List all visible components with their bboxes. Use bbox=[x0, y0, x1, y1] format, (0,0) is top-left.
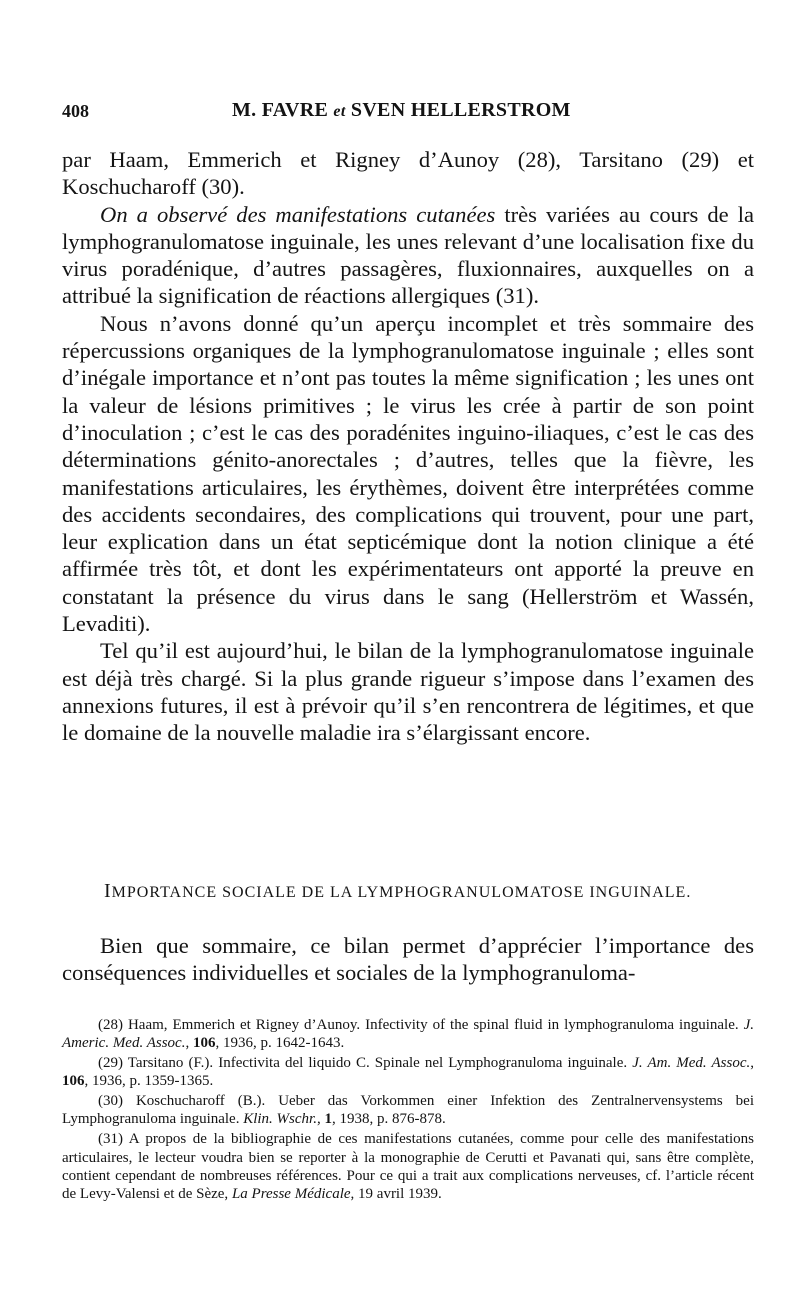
paragraph-2 bbox=[62, 201, 754, 310]
footnote-29: (29) Tarsitano (F.). Infectivita del liquido C. Spinale nel Lymphogranuloma inguinale. J. Am. Med. Assoc., 106, 1936, p. 1359-1365. bbox=[62, 1055, 755, 1090]
footnote-29-journal: J. Am. Med. Assoc. bbox=[632, 1055, 751, 1072]
footnote-28-text: (28) Haam, Emmerich et Rigney d’Aunoy. Infectivity of the spinal fluid in lymphogranuloma inguinale. bbox=[98, 1017, 739, 1033]
footnote-29-text: (29) Tarsitano (F.). Infectivita del liquido C. Spinale nel Lymphogranuloma inguinale. bbox=[98, 1055, 628, 1072]
body-text bbox=[62, 146, 754, 747]
footnote-30: (30) Koschucharoff (B.). Ueber das Vorkommen einer Infektion des Zentralnervensystems bei Lymphogranuloma inguinale. Klin. Wschr., 1, 1938, p. 876-878. bbox=[62, 1093, 754, 1128]
footnote-31 bbox=[62, 1130, 754, 1203]
paragraph-1: par Haam, Emmerich et Rigney d’Aunoy (28), Tarsitano (29) et Koschucharoff (30). bbox=[62, 147, 754, 200]
footnote-30-rest: , 1938, p. 876-878. bbox=[331, 1111, 446, 1128]
footnote-31-rest: , 19 avril 1939. bbox=[350, 1186, 442, 1203]
page-header bbox=[62, 97, 754, 127]
section-paragraph: Bien que sommaire, ce bilan permet d’apprécier l’importance des conséquences individuelles et sociales de la lymphogranuloma- bbox=[62, 933, 754, 986]
section-heading bbox=[104, 880, 764, 903]
running-head bbox=[232, 99, 571, 122]
paragraph-2-italic-lead: On a observé des manifestations cutanées bbox=[100, 201, 496, 227]
running-head-authors-2: SVEN HELLERSTROM bbox=[350, 99, 571, 121]
footnote-30-journal: Klin. Wschr. bbox=[243, 1111, 317, 1128]
footnote-30-volume: 1 bbox=[324, 1111, 332, 1128]
paragraph-2-text: très variées au cours de la lymphogranulomatose inguinale, les unes relevant d’une localisation fixe du virus poradénique, d’autres passagères, fluxionnaires, auxquelles on a attribué la signification de réactions allergiques (31). bbox=[62, 201, 754, 309]
footnote-29-volume: 106 bbox=[62, 1073, 85, 1090]
footnote-29-rest: , 1936, p. 1359-1365. bbox=[84, 1073, 214, 1090]
footnotes bbox=[62, 1016, 754, 1205]
section-body bbox=[62, 932, 754, 987]
page-number: 408 bbox=[62, 101, 89, 121]
footnote-31-text: (31) A propos de la bibliographie de ces manifestations cutanées, comme pour celle des manifestations articulaires, le lecteur voudra bien se reporter à la monographie de Cerutti et Pavanati qui, sans être complète, contient cependant de nombreuses références. Pour ce qui a trait aux complications nerveuses, cf. l’article récent de Levy-Valensi et de Sèze, bbox=[62, 1131, 754, 1203]
section-heading-initial: I bbox=[104, 880, 112, 902]
section-heading-rest: MPORTANCE SOCIALE DE LA LYMPHOGRANULOMATOSE INGUINALE. bbox=[111, 884, 692, 901]
footnote-28-volume: 106 bbox=[192, 1035, 216, 1052]
footnote-28-rest: , 1936, p. 1642-1643. bbox=[215, 1035, 345, 1052]
running-head-authors-1: M. FAVRE bbox=[232, 99, 329, 121]
footnote-30-text: (30) Koschucharoff (B.). Ueber das Vorkommen einer Infektion des Zentralnervensystems bei Lymphogranuloma inguinale. bbox=[62, 1093, 754, 1128]
footnote-28: (28) Haam, Emmerich et Rigney d’Aunoy. Infectivity of the spinal fluid in lymphogranuloma inguinale. J. Americ. Med. Assoc., 106, 1936, p. 1642-1643. bbox=[62, 1017, 755, 1052]
paragraph-4: Tel qu’il est aujourd’hui, le bilan de la lymphogranulomatose inguinale est déjà très chargé. Si la plus grande rigueur s’impose dans l’examen des annexions futures, il est à prévoir qu’il s’en rencontrera de légitimes, et que le domaine de la nouvelle maladie ira s’élargissant encore. bbox=[62, 638, 754, 746]
paragraph-3: Nous n’avons donné qu’un aperçu incomplet et très sommaire des répercussions organiques de la lymphogranulomatose inguinale ; elles sont d’inégale importance et n’ont pas toutes la même signification ; les unes ont la valeur de lésions primitives ; le virus les crée à partir de son point d’inoculation ; c’est le cas des poradénites inguino-iliaques, c’est le cas des déterminations génito-anorectales ; d’autres, telles que la fièvre, les manifestations articulaires, les érythèmes, doivent être interprétées comme des accidents secondaires, des complications qui trouvent, pour une part, leur explication dans un état septicémique dont la notion clinique a été affirmée très tôt, et dont les expérimentateurs ont apporté la preuve en constatant la présence du virus dans le sang (Hellerström et Wassén, Levaditi). bbox=[62, 310, 754, 637]
running-head-et: et bbox=[333, 103, 346, 120]
footnote-28-journal: J. Americ. Med. Assoc. bbox=[62, 1017, 755, 1052]
footnote-31-journal: La Presse Médicale bbox=[231, 1186, 351, 1203]
